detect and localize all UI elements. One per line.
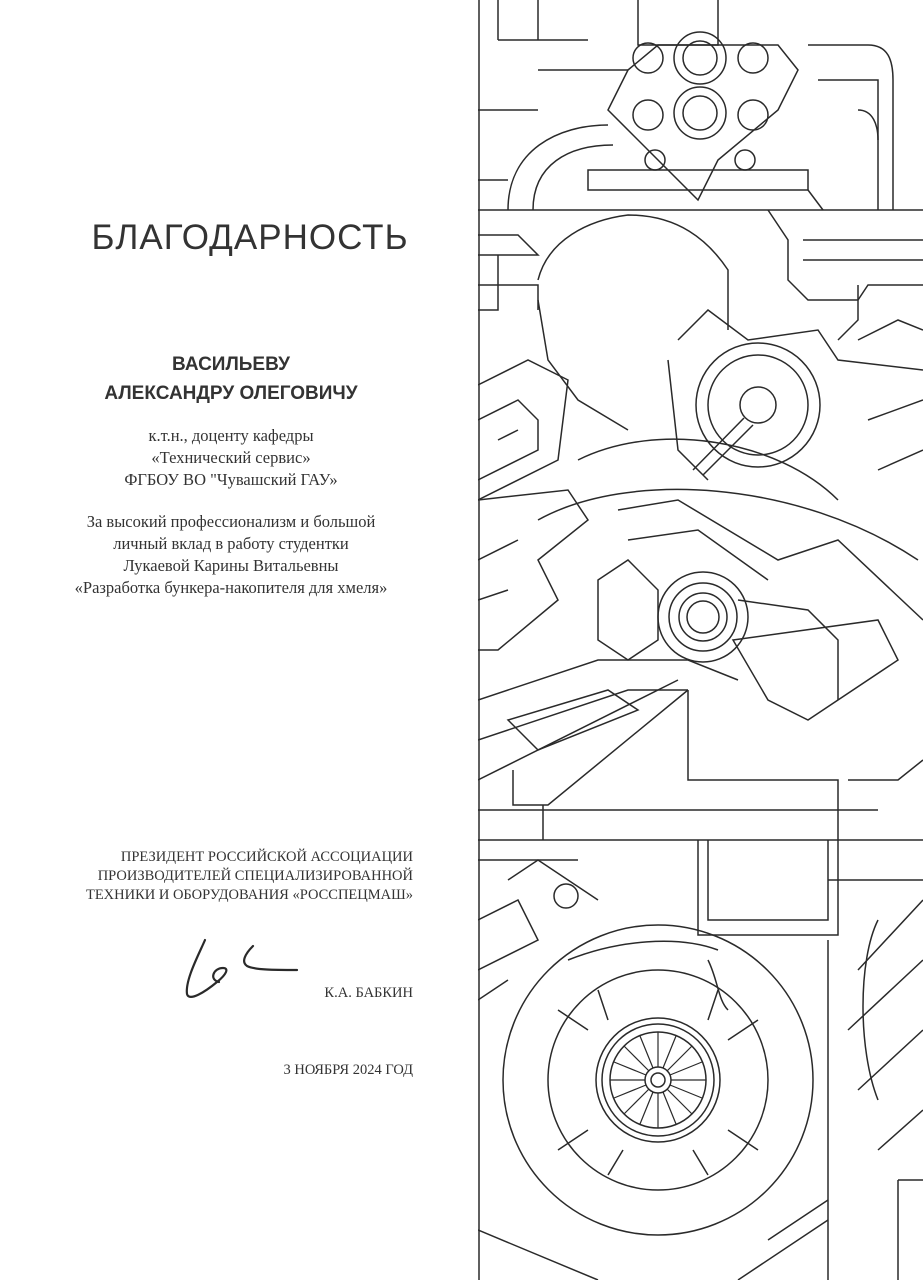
engine-line-art-icon: [478, 0, 923, 1280]
recipient-given-names: АЛЕКСАНДРУ ОЛЕГОВИЧУ: [104, 383, 358, 404]
position-line: к.т.н., доценту кафедры: [148, 426, 314, 445]
signer-name: К.А. БАБКИН: [324, 985, 413, 1001]
organization-line: ПРОИЗВОДИТЕЛЕЙ СПЕЦИАЛИЗИРОВАННОЙ: [97, 868, 413, 884]
reason-line: «Разработка бункера-накопителя для хмеля»: [74, 578, 388, 597]
document-date: 3 НОЯБРЯ 2024 ГОД: [283, 1062, 413, 1078]
recipient-name: [0, 350, 462, 408]
gratitude-reason: [0, 511, 462, 599]
organization-line: ТЕХНИКИ И ОБОРУДОВАНИЯ «РОССПЕЦМАШ»: [85, 887, 413, 903]
document-title: БЛАГОДАРНОСТЬ: [91, 218, 409, 257]
reason-line: личный вклад в работу студентки: [113, 534, 349, 553]
signer-organization: [40, 848, 413, 905]
position-line: ФГБОУ ВО "Чувашский ГАУ»: [124, 470, 338, 489]
position-line: «Технический сервис»: [151, 448, 311, 467]
recipient-position: [0, 425, 462, 491]
recipient-surname: ВАСИЛЬЕВУ: [172, 354, 290, 375]
reason-line: За высокий профессионализм и большой: [86, 512, 376, 531]
reason-line: Лукаевой Карины Витальевны: [123, 556, 339, 575]
organization-line: ПРЕЗИДЕНТ РОССИЙСКОЙ АССОЦИАЦИИ: [120, 849, 413, 865]
